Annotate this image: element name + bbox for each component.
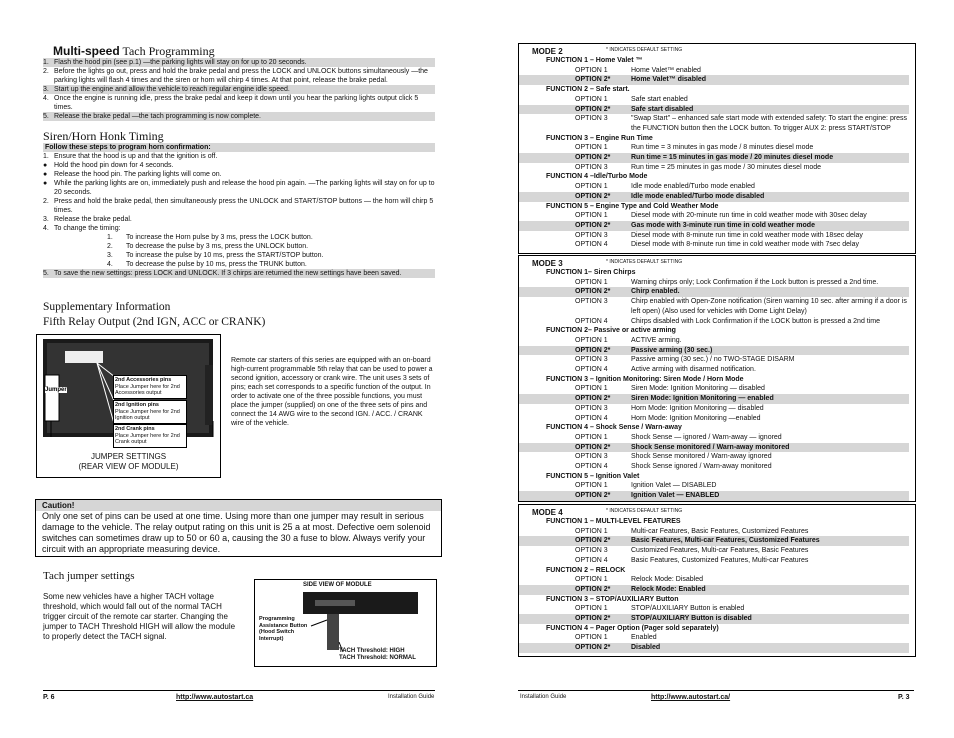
tach-normal-label: TACH Threshold: NORMAL	[339, 655, 416, 661]
crank-pins-callout: 2nd Crank pins Place Jumper here for 2nd Crank output	[113, 424, 187, 448]
right-footer-guide: Installation Guide	[520, 694, 567, 700]
function-heading: FUNCTION 4 – Shock Sense / Warn-away	[546, 424, 682, 432]
tach-high-label: TACH Threshold: HIGH	[339, 648, 405, 654]
substep: 1. To increase the Horn pulse by 3 ms, press the LOCK button.	[107, 234, 313, 241]
option-row: OPTION 3 Horn Mode: Ignition Monitoring — disabled	[575, 404, 764, 412]
option-row: OPTION 2* Passive arming (30 sec.)	[519, 346, 909, 356]
caution-box	[35, 499, 442, 557]
option-row: OPTION 1 Relock Mode: Disabled	[575, 576, 703, 584]
option-row: OPTION 3 Diesel mode with 8-minute run time in cold weather mode with 18sec delay	[575, 231, 863, 239]
option-row: OPTION 2* Ignition Valet — ENABLED	[519, 491, 909, 501]
option-row: OPTION 1 STOP/AUXILIARY Button is enabled	[575, 605, 745, 613]
option-row: OPTION 2* Run time = 15 minutes in gas mode / 20 minutes diesel mode	[519, 153, 909, 163]
mode-title: MODE 3	[532, 259, 563, 268]
function-heading: FUNCTION 1– Siren Chirps	[546, 269, 636, 276]
tach-title: Tach jumper settings	[43, 570, 135, 582]
mode-title: MODE 2	[532, 47, 563, 56]
option-row: OPTION 2* STOP/AUXILIARY Button is disabled	[519, 614, 909, 624]
side-view-title: SIDE VIEW OF MODULE	[303, 582, 372, 588]
option-row: OPTION 2* Siren Mode: Ignition Monitoring — enabled	[519, 394, 909, 404]
step: 4. To change the timing:	[43, 225, 121, 232]
siren-header: Follow these steps to program horn confirmation:	[43, 143, 435, 152]
jumper-caption: JUMPER SETTINGS (REAR VIEW OF MODULE)	[78, 452, 179, 471]
step: 3. Start up the engine and allow the vehicle to reach regular engine idle speed.	[43, 85, 435, 94]
left-footer-guide: Installation Guide	[388, 694, 435, 700]
step: ● Release the hood pin. The parking lights will come on.	[43, 171, 222, 178]
function-heading: FUNCTION 3 – STOP/AUXILIARY Button	[546, 595, 679, 603]
multispeed-title: Multi-speed Tach Programming	[53, 44, 215, 58]
function-heading: FUNCTION 5 – Ignition Valet	[546, 472, 640, 480]
option-row: OPTION 1 Safe start enabled	[575, 95, 688, 103]
option-row: OPTION 1 Home Valet™ enabled	[575, 66, 701, 74]
option-row: OPTION 4 Horn Mode: Ignition Monitoring —enabled	[575, 414, 761, 422]
siren-last-step: 5. To save the new settings: press LOCK and UNLOCK. If 3 chirps are returned the new settings have been saved.	[43, 269, 435, 278]
left-footer-rule	[43, 690, 435, 691]
function-heading: FUNCTION 2– Passive or active arming	[546, 327, 676, 335]
function-heading: FUNCTION 2 – RELOCK	[546, 566, 626, 574]
option-row: OPTION 2* Shock Sense monitored / Warn-away monitored	[519, 443, 909, 453]
option-row: OPTION 2* Home Valet™ disabled	[519, 75, 909, 85]
option-row: OPTION 1 Idle mode enabled/Turbo mode enabled	[575, 183, 755, 191]
tach-paragraph: Some new vehicles have a higher TACH voltage threshold, which would fall out of the normal TACH trigger circuit of the remote car starter. Changing the jumper to TACH Threshold HIGH will allow the module to properly detect the TACH signal.	[43, 592, 236, 641]
right-footer-rule	[518, 690, 914, 691]
mode-3-box	[518, 255, 916, 502]
option-row: OPTION 4 Active arming with disarmed notification.	[575, 366, 756, 374]
function-heading: FUNCTION 3 – Ignition Monitoring: Siren Mode / Horn Mode	[546, 375, 744, 383]
option-row: OPTION 4 Diesel mode with 8-minute run time in cold weather mode with 7sec delay	[575, 241, 859, 249]
siren-title: Siren/Horn Honk Timing	[43, 129, 164, 143]
programming-button-label: Programming Assistance Button (Hood Switch Interrupt)	[259, 616, 308, 642]
option-row: OPTION 1 Shock Sense — ignored / Warn-away — ignored	[575, 433, 782, 441]
mode-title: MODE 4	[532, 508, 563, 517]
option-row: OPTION 3 Shock Sense monitored / Warn-away ignored	[575, 453, 772, 461]
default-note: * INDICATES DEFAULT SETTING	[606, 259, 683, 265]
function-heading: FUNCTION 4 – Pager Option (Pager sold separately)	[546, 624, 719, 632]
step: 3. Release the brake pedal.	[43, 216, 132, 223]
option-row: OPTION 3 Passive arming (30 sec.) / no TWO-STAGE DISARM	[575, 356, 795, 364]
option-row: OPTION 3 "Swap Start" – enhanced safe start mode with extended safety: To start the engine: press the FUNCTION button then the LOCK button. To trigger AUX 2: press START/STOP	[575, 115, 908, 132]
left-page-number: P. 6	[43, 694, 55, 701]
option-row: OPTION 3 Customized Features, Multi-car Features, Basic Features	[575, 547, 809, 555]
substep: 3. To increase the pulse by 10 ms, press the START/STOP button.	[107, 252, 324, 259]
jumper-settings-figure	[36, 334, 221, 478]
option-row: OPTION 3 Run time = 25 minutes in gas mode / 30 minutes diesel mode	[575, 163, 822, 171]
option-row: OPTION 1 ACTIVE arming.	[575, 336, 682, 344]
function-heading: FUNCTION 5 – Engine Type and Cold Weather Mode	[546, 202, 719, 210]
step: 4. Once the engine is running idle, press the brake pedal and keep it down until you hear the parking lights output click 5 times.	[43, 95, 419, 111]
option-row: OPTION 1 Diesel mode with 20-minute run time in cold weather mode with 30sec delay	[575, 212, 867, 220]
option-row: OPTION 2* Chirp enabled.	[519, 287, 909, 297]
siren-section	[43, 143, 435, 278]
function-heading: FUNCTION 1 – Home Valet ™	[546, 57, 643, 64]
right-page-number: P. 3	[898, 694, 910, 701]
default-note: * INDICATES DEFAULT SETTING	[606, 47, 683, 53]
mode-2-box	[518, 43, 916, 254]
supplementary-title: Supplementary Information Fifth Relay Output (2nd IGN, ACC or CRANK)	[43, 301, 266, 328]
option-row: OPTION 2* Relock Mode: Enabled	[519, 585, 909, 595]
option-row: OPTION 1 Multi-car Features, Basic Features, Customized Features	[575, 527, 809, 535]
ignition-pins-callout: 2nd Ignition pins Place Jumper here for 2nd Ignition output	[113, 400, 187, 424]
step: 2. Before the lights go out, press and hold the brake pedal and press the LOCK and UNLOCK buttons simultaneously —the parking lights will flash 4 times and the siren or horn will chirp 4 times. At that point, release the brake pedal.	[43, 68, 428, 84]
option-row: OPTION 3 Chirp enabled with Open-Zone notification (Siren warning 10 sec. after arming if a door is left open) (Also used for vehicles with Dome Light Delay)	[575, 298, 907, 315]
option-row: OPTION 1 Run time = 3 minutes in gas mode / 8 minutes diesel mode	[575, 144, 814, 152]
option-row: OPTION 2* Disabled	[519, 643, 909, 653]
fifth-relay-paragraph: Remote car starters of this series are equipped with an on-board high-current programmable 5th relay that can be used to power a second ignition, accessory or crank wire. The unit uses 3 sets of pins; each set corresponds to a specific function of the output. In order to activate one of the three possible functions, you must place the jumper (supplied) on one of the three sets of pins and connect the 14 AWG wire to the second IGN. / ACC. / CRANK wire of the vehicle.	[231, 357, 433, 427]
caution-title: Caution!	[36, 500, 441, 511]
mode-4-box	[518, 504, 916, 657]
multispeed-steps	[43, 58, 435, 121]
step: 1. Flash the hood pin (see p.1) —the parking lights will stay on for up to 20 seconds.	[43, 58, 435, 67]
option-row: OPTION 2* Safe start disabled	[519, 105, 909, 115]
option-row: OPTION 1 Ignition Valet — DISABLED	[575, 482, 717, 490]
function-heading: FUNCTION 3 – Engine Run Time	[546, 134, 653, 142]
option-row: OPTION 2* Gas mode with 3-minute run time in cold weather mode	[519, 221, 909, 231]
step: ● While the parking lights are on, immediately push and release the hood pin again. —The parking lights will stay on for up to 20 seconds.	[43, 180, 435, 196]
step: 1. Ensure that the hood is up and that the ignition is off.	[43, 153, 218, 160]
function-heading: FUNCTION 1 – MULTI-LEVEL FEATURES	[546, 518, 681, 525]
step: 5. Release the brake pedal —the tach programming is now complete.	[43, 112, 435, 121]
step: 2. Press and hold the brake pedal, then simultaneously press the UNLOCK and START/STOP buttons — the horn will chirp 5 times.	[43, 198, 434, 214]
function-heading: FUNCTION 4 –Idle/Turbo Mode	[546, 173, 648, 181]
option-row: OPTION 4 Shock Sense ignored / Warn-away monitored	[575, 463, 772, 471]
substep: 4. To decrease the pulse by 10 ms, press the TRUNK button.	[107, 261, 307, 268]
tach-figure	[254, 579, 437, 667]
default-note: * INDICATES DEFAULT SETTING	[606, 508, 683, 514]
step: ● Hold the hood pin down for 4 seconds.	[43, 162, 174, 169]
right-footer-url[interactable]: http://www.autostart.ca/	[651, 694, 731, 701]
option-row: OPTION 1 Siren Mode: Ignition Monitoring — disabled	[575, 385, 765, 393]
caution-text: Only one set of pins can be used at one time. Using more than one jumper may result in serious damage to the vehicle. The relay output rating on this unit is 25 a at most. Defective oem solenoid switches can sometimes draw up to 50 or 60 a, causing the 30 a fuse to blow. Always verify your circuit with an appropriate measuring device.	[42, 511, 431, 554]
accessories-pins-callout: 2nd Accessories pins Place Jumper here for 2nd Accessories output	[113, 375, 187, 399]
option-row: OPTION 4 Basic Features, Customized Features, Multi-car Features	[575, 556, 809, 564]
substep: 2. To decrease the pulse by 3 ms, press the UNLOCK button.	[107, 243, 309, 250]
option-row: OPTION 2* Idle mode enabled/Turbo mode disabled	[519, 192, 909, 202]
jumper-label: Jumper	[45, 387, 67, 393]
left-footer-url[interactable]: http://www.autostart.ca	[176, 694, 254, 701]
option-row: OPTION 1 Warning chirps only; Lock Confirmation if the Lock button is pressed a 2nd time.	[575, 278, 879, 286]
option-row: OPTION 2* Basic Features, Multi-car Features, Customized Features	[519, 536, 909, 546]
option-row: OPTION 4 Chirps disabled with Lock Confirmation if the LOCK button is pressed a 2nd time	[575, 317, 881, 325]
function-heading: FUNCTION 2 – Safe start.	[546, 86, 630, 94]
option-row: OPTION 1 Enabled	[575, 634, 657, 642]
